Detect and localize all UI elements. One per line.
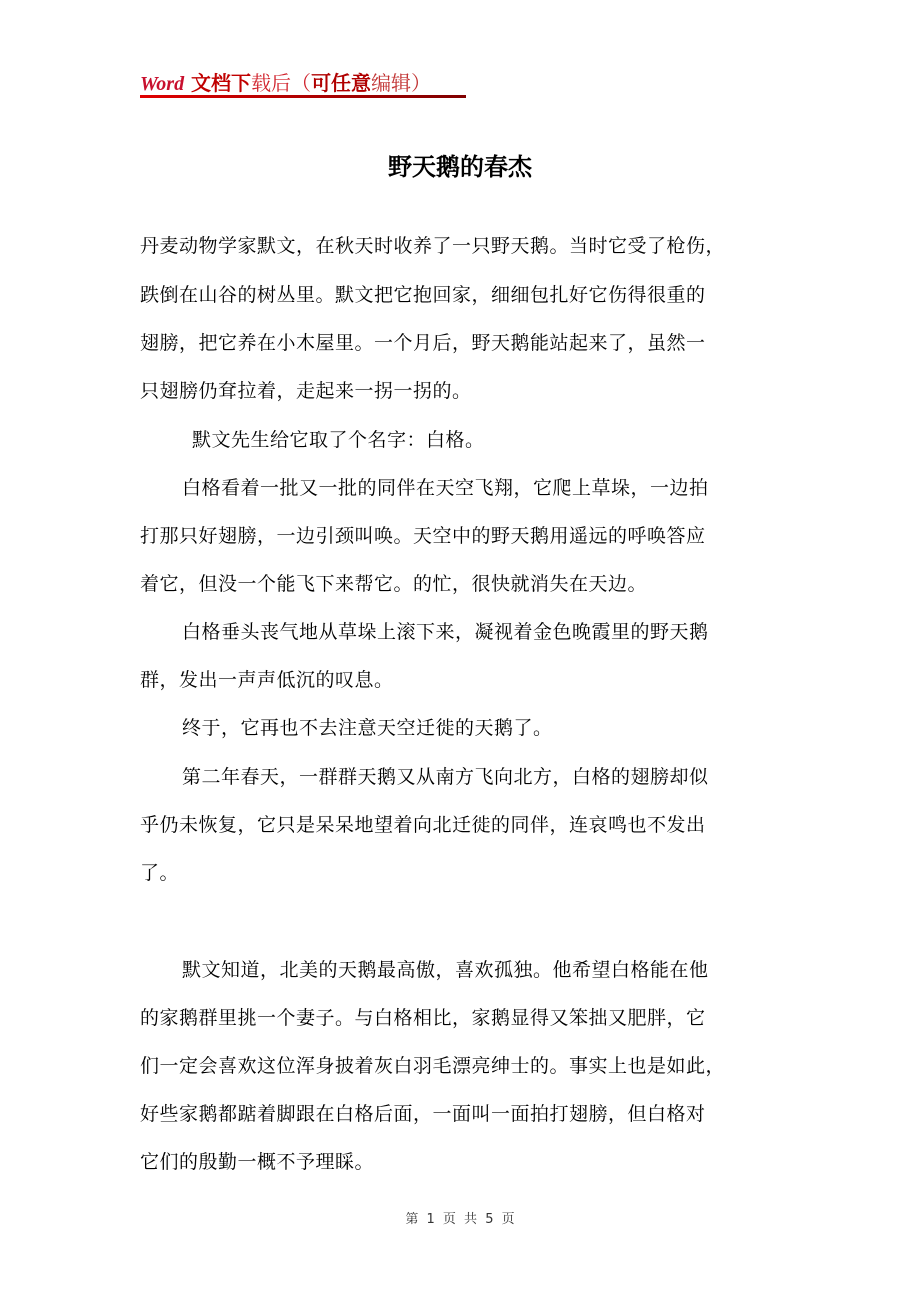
text-line: 们一定会喜欢这位浑身披着灰白羽毛漂亮绅士的。事实上也是如此， <box>140 1055 726 1077</box>
text-line: 群，发出一声声低沉的叹息。 <box>140 669 394 691</box>
text-line: 白格垂头丧气地从草垛上滚下来，凝视着金色晚霞里的野天鹅 <box>182 621 709 643</box>
text-line: 好些家鹅都踮着脚跟在白格后面，一面叫一面拍打翅膀，但白格对 <box>140 1103 706 1125</box>
text-line: 白格看着一批又一批的同伴在天空飞翔，它爬上草垛，一边拍 <box>182 477 709 499</box>
download-header-banner <box>140 70 431 96</box>
text-line: 打那只好翅膀，一边引颈叫唤。天空中的野天鹅用遥远的呼唤答应 <box>140 525 706 547</box>
text-line: 它们的殷勤一概不予理睬。 <box>140 1151 375 1173</box>
header-text-b: 载后（ <box>251 71 312 95</box>
text-line: 着它，但没一个能飞下来帮它。的忙，很快就消失在天边。 <box>140 573 648 595</box>
text-line: 乎仍未恢复，它只是呆呆地望着向北迁徙的同伴，连哀鸣也不发出 <box>140 814 706 836</box>
text-line: 第二年春天，一群群天鹅又从南方飞向北方，白格的翅膀却似 <box>182 766 709 788</box>
header-text-d: 编辑） <box>371 71 432 95</box>
text-line: 跌倒在山谷的树丛里。默文把它抱回家，细细包扎好它伤得很重的 <box>140 284 706 306</box>
header-underline-divider <box>140 95 466 98</box>
header-text-a: 文档下 <box>184 71 252 95</box>
header-word-label: Word <box>140 73 185 95</box>
page-number-footer: 第 1 页 共 5 页 <box>405 1212 515 1227</box>
text-line: 了。 <box>140 862 180 884</box>
text-line: 只翅膀仍耷拉着，走起来一拐一拐的。 <box>140 380 472 402</box>
text-line: 翅膀，把它养在小木屋里。一个月后，野天鹅能站起来了，虽然一 <box>140 332 706 354</box>
text-line: 丹麦动物学家默文，在秋天时收养了一只野天鹅。当时它受了枪伤， <box>140 235 726 257</box>
text-line: 默文知道，北美的天鹅最高傲，喜欢孤独。他希望白格能在他 <box>182 959 709 981</box>
document-title: 野天鹅的春杰 <box>388 153 532 181</box>
text-line: 默文先生给它取了个名字：白格。 <box>192 429 485 451</box>
text-line: 终于，它再也不去注意天空迁徙的天鹅了。 <box>182 717 553 739</box>
header-text-c: 可任意 <box>311 71 372 95</box>
text-line: 的家鹅群里挑一个妻子。与白格相比，家鹅显得又笨拙又肥胖，它 <box>140 1007 706 1029</box>
